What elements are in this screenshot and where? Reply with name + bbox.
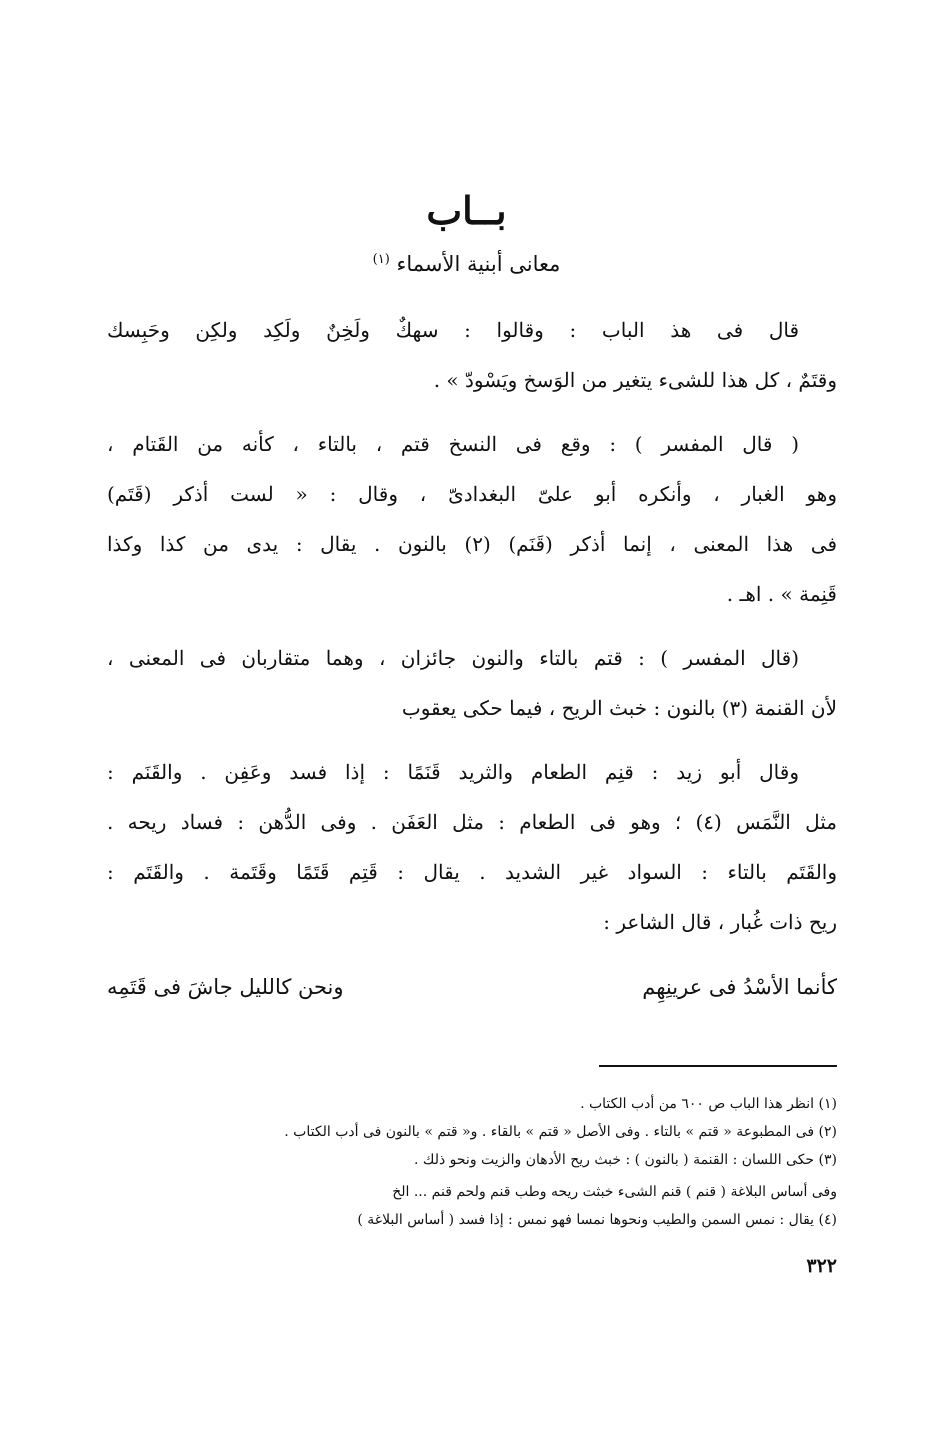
text-line: وقتَمٌ ، كل هذا للشىء يتغير من الوَسخ ويَسْودّ » . [433,368,837,392]
verse-second-hemistich: ونحن كالليل جاشَ فى قَتَمِه [107,975,344,999]
text-line: قال فى هذ الباب : وقالوا : سهكٌ ولَخِنٌ ولَكِد ولكِن وحَبِسك [107,318,799,342]
footnote: (١) انظر هذا الباب ص ٦٠٠ من أدب الكتاب . [580,1096,837,1112]
chapter-title: بــاب [426,188,507,233]
chapter-subtitle [0,252,933,276]
verse-first-hemistich: كأنما الأسْدُ فى عرينِهِم [642,975,837,999]
text-line: قَنِمة » . اهـ . [726,582,837,606]
paragraph-4 [107,747,837,947]
footnote: (٢) فى المطبوعة « قتم » بالتاء . وفى الأصل « قتم » بالقاء . و« قتم » بالنون فى أدب الكتاب . [284,1124,837,1140]
text-line: لأن القنمة (٣) بالنون : خبث الريح ، فيما حكى يعقوب [401,696,837,720]
page-number: ٣٢٢ [806,1255,837,1277]
footnote-marker: (١) [372,252,390,267]
text-line: والقَتَم بالتاء : السواد غير الشديد . يقال : قَتِم قَتَمًا وقَتَمة . والقَتَم : [107,860,837,884]
text-line: وقال أبو زيد : قنِم الطعام والثريد قَنَمًا : إذا فسد وعَفِن . والقَنَم : [107,760,799,784]
footnote-continuation: وفى أساس البلاغة ( قنم ) قنم الشىء خبثت ريحه وطب قنم ولحم قنم ... الخ [392,1184,837,1200]
text-line: وهو الغبار ، وأنكره أبو علىّ البغدادىّ ، وقال : « لست أذكر (قَتَم) [107,482,837,506]
paragraph-2 [107,419,837,619]
paragraph-3 [107,633,837,733]
footnotes [137,1090,837,1234]
text-line: (قال المفسر ) : قتم بالتاء والنون جائزان ، وهما متقاربان فى المعنى ، [107,646,799,670]
poetry-verse [107,961,837,1013]
text-line: ريح ذات غُبار ، قال الشاعر : [603,910,837,934]
chapter-subtitle-text: معانى أبنية الأسماء [396,252,561,276]
text-line: مثل النَّمَس (٤) ؛ وهو فى الطعام : مثل العَفَن . وفى الدُّهن : فساد ريحه . [107,810,837,834]
paragraph-1 [107,305,837,405]
text-line: ( قال المفسر ) : وقع فى النسخ قتم ، بالتاء ، كأنه من القَتام ، [107,432,799,456]
footnote: (٣) حكى اللسان : القنمة ( بالنون ) : خبث ريح الأدهان والزيت ونحو ذلك . [414,1152,837,1168]
body-text [107,305,837,1013]
text-line: فى هذا المعنى ، إنما أذكر (قَنَم) (٢) بالنون . يقال : يدى من كذا وكذا [107,532,837,556]
footnote-divider [599,1065,837,1067]
footnote: (٤) يقال : نمس السمن والطيب ونحوها نمسا فهو نمس : إذا فسد ( أساس البلاغة ) [357,1212,837,1228]
